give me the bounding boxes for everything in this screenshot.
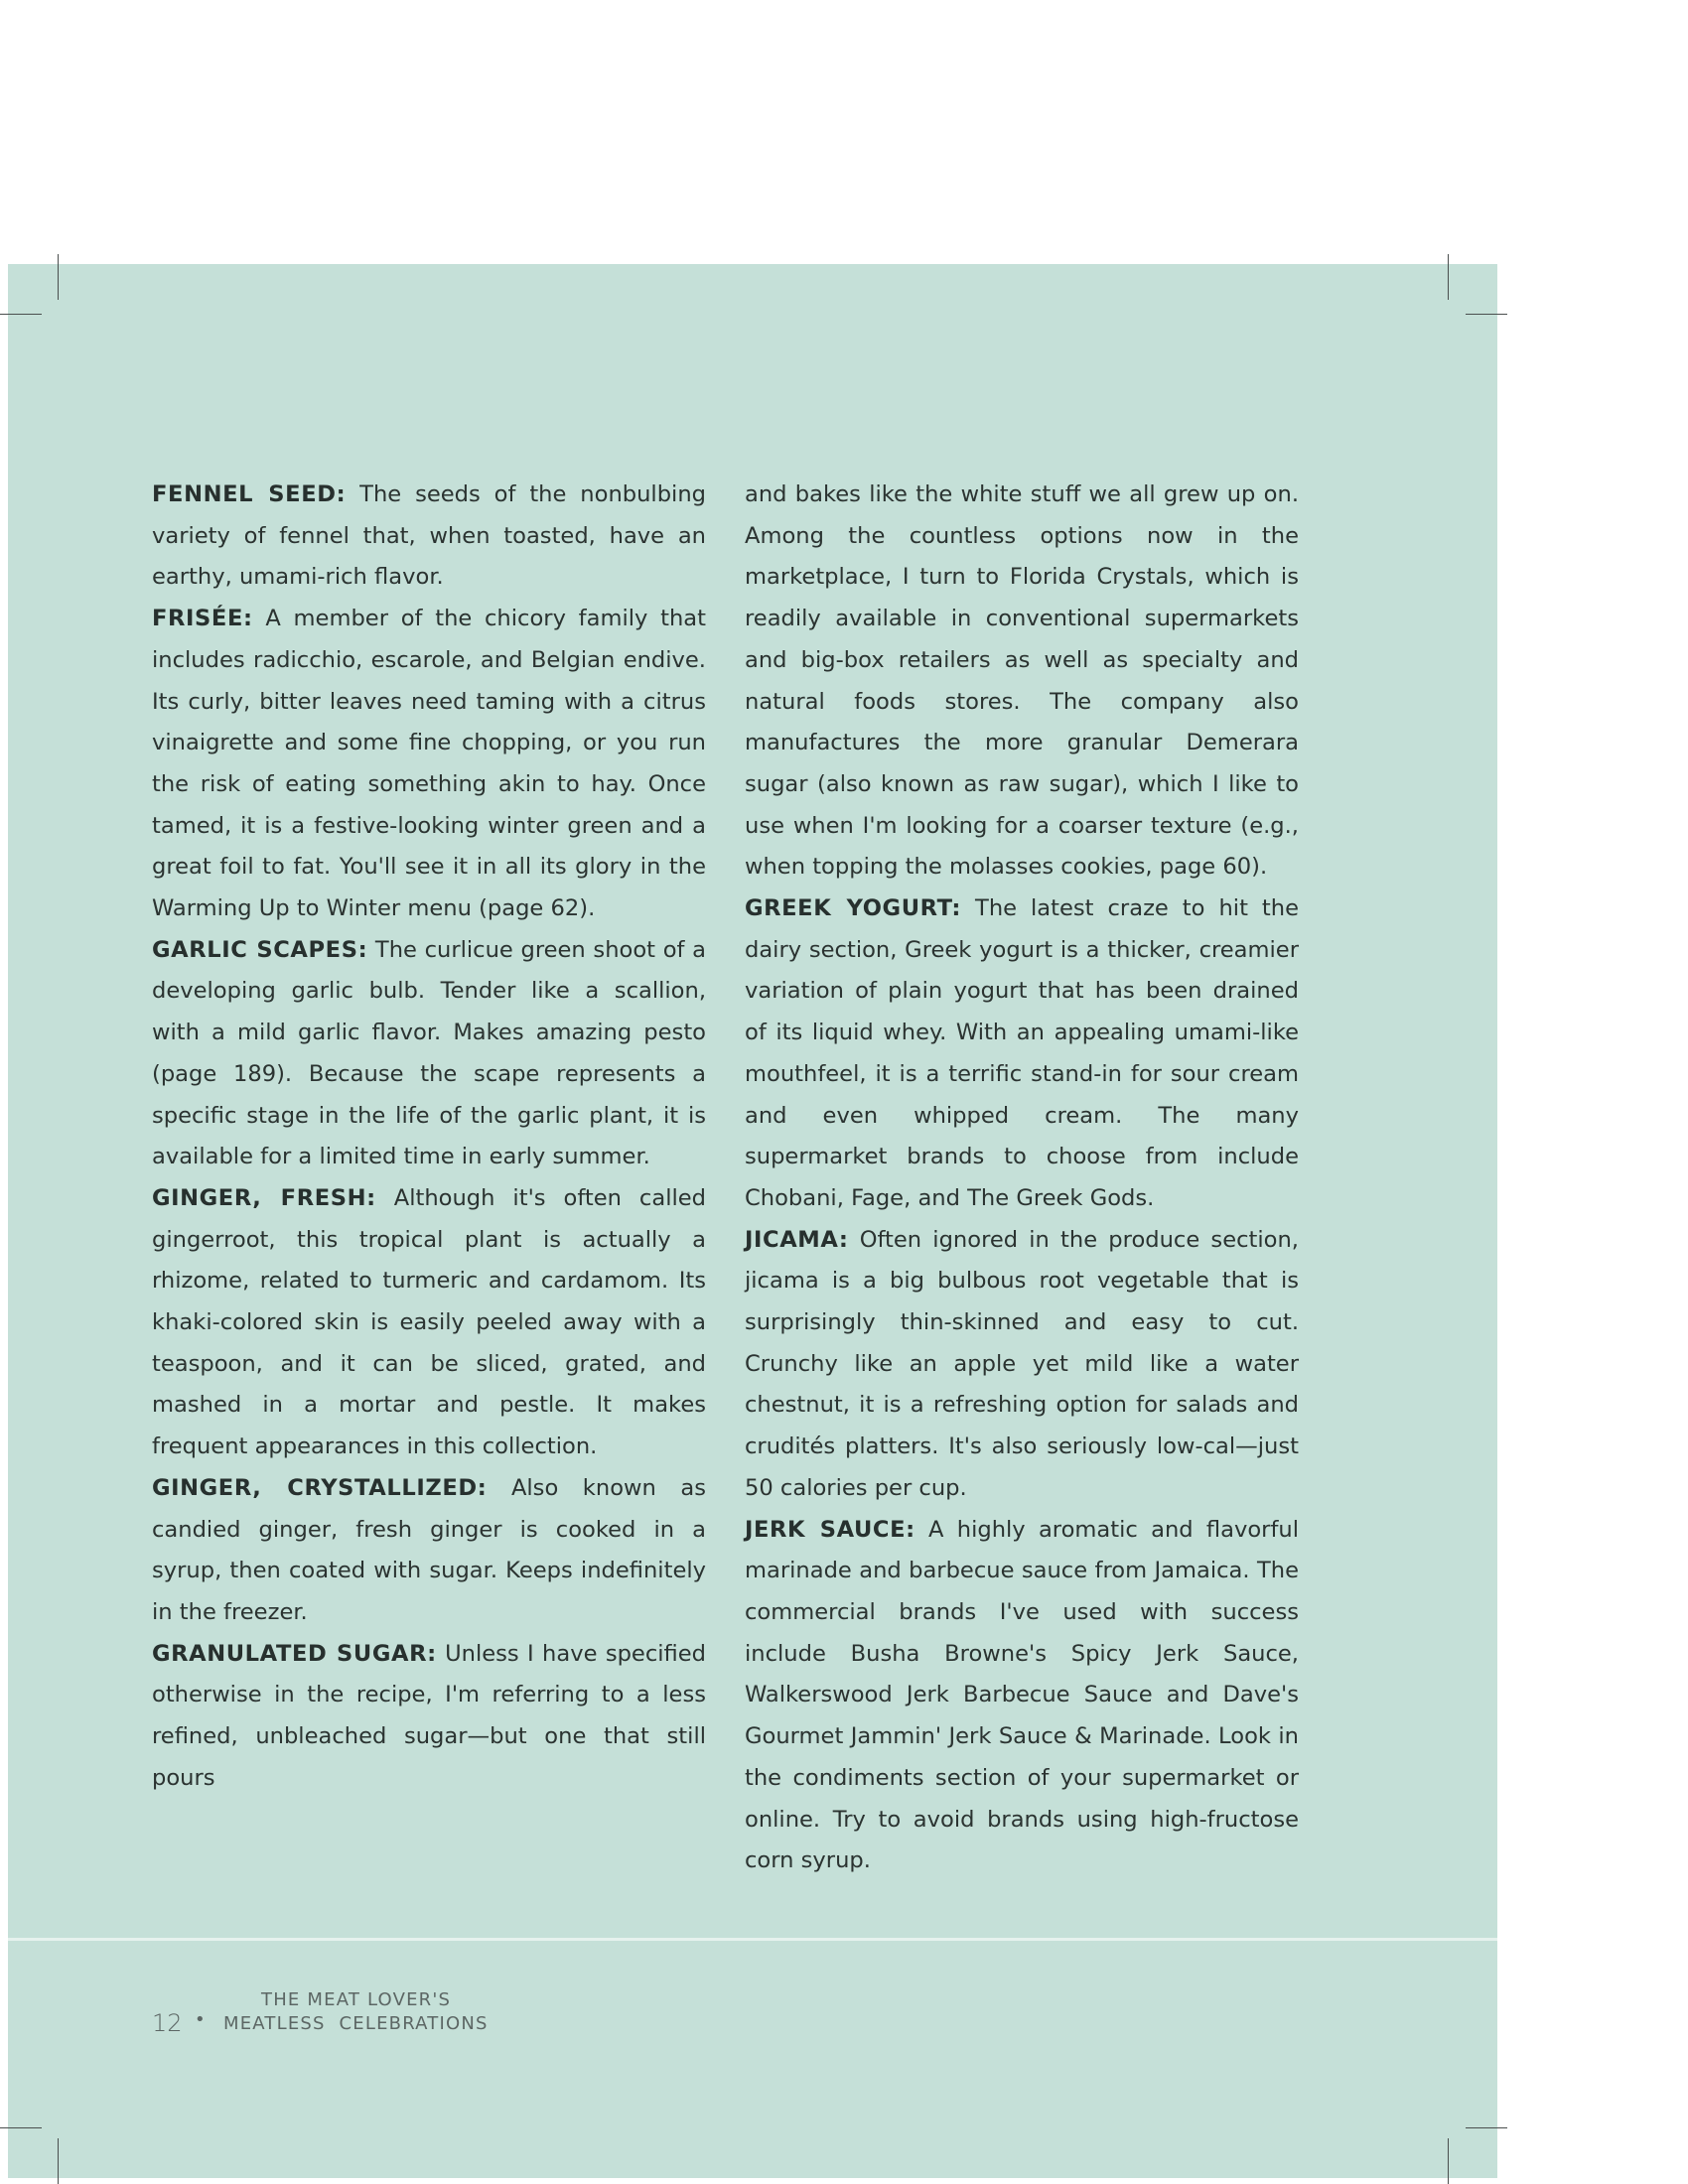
definition: The curlicue green shoot of a developing garlic bulb. Tender like a scallion, with a mild garlic flavor. Makes amazing pesto (page 189). Because the scape represents a specific stage in the life of the garlic plant, it is available for a limited time in early summer. bbox=[152, 936, 706, 1170]
definition: Unless I have specified otherwise in the recipe, I'm referring to a less refined, unbleached sugar—but one that still pours bbox=[152, 1640, 706, 1791]
term: JICAMA: bbox=[745, 1226, 849, 1253]
definition: The seeds of the nonbulbing variety of fennel that, when toasted, have an earthy, umami-rich flavor. bbox=[152, 481, 706, 591]
term: GREEK YOGURT: bbox=[745, 895, 962, 922]
left-column bbox=[152, 475, 706, 1800]
definition: Also known as candied ginger, fresh ginger is cooked in a syrup, then coated with sugar. Keeps indefinitely in the freezer. bbox=[152, 1474, 706, 1625]
definition: The latest craze to hit the dairy section, Greek yogurt is a thicker, creamier variation of plain yogurt that has been drained of its liquid whey. With an appealing umami-like mouthfeel, it is a terrific stand-in for sour cream and even whipped cream. The many supermarket brands to choose from include Chobani, Fage, and The Greek Gods. bbox=[745, 895, 1299, 1211]
glossary-entry-ginger-crystallized bbox=[152, 1468, 706, 1634]
right-column bbox=[745, 475, 1299, 1882]
glossary-entry-granulated-sugar-continued bbox=[745, 475, 1299, 888]
crop-mark-top-right-h bbox=[1466, 314, 1507, 315]
glossary-entry-fennel-seed bbox=[152, 475, 706, 599]
term: GRANULATED SUGAR: bbox=[152, 1640, 437, 1667]
definition: A highly aromatic and flavorful marinade and barbecue sauce from Jamaica. The commercial brands I've used with success include Busha Browne's Spicy Jerk Sauce, Walkerswood Jerk Barbecue Sauce and Dave's Gourmet Jammin' Jerk Sauce & Marinade. Look in the condiments section of your supermarket or online. Try to avoid brands using high-fructose corn syrup. bbox=[745, 1516, 1299, 1874]
definition: A member of the chicory family that includes radicchio, escarole, and Belgian endive. Its curly, bitter leaves need taming with a citrus vinaigrette and some fine chopping, or you run the risk of eating something akin to hay. Once tamed, it is a festive-looking winter green and a great foil to fat. You'll see it in all its glory in the Warming Up to Winter menu (page 62). bbox=[152, 606, 706, 922]
term: GINGER, CRYSTALLIZED: bbox=[152, 1474, 488, 1501]
crop-mark-top-left-v bbox=[58, 254, 59, 300]
glossary-entry-garlic-scapes bbox=[152, 930, 706, 1178]
crop-mark-bottom-left-h bbox=[0, 2127, 42, 2128]
definition: Often ignored in the produce section, jicama is a big bulbous root vegetable that is surprisingly thin-skinned and easy to cut. Crunchy like an apple yet mild like a water chestnut, it is a refreshing option for salads and crudités platters. It's also seriously low-cal—just 50 calories per cup. bbox=[745, 1226, 1299, 1501]
term: FENNEL SEED: bbox=[152, 481, 347, 507]
footer-divider bbox=[8, 1938, 1497, 1941]
term: JERK SAUCE: bbox=[745, 1516, 915, 1543]
glossary-entry-granulated-sugar bbox=[152, 1634, 706, 1800]
book-title-line-2: MEATLESS CELEBRATIONS bbox=[223, 2013, 489, 2034]
glossary-entry-greek-yogurt bbox=[745, 888, 1299, 1220]
crop-mark-bottom-left-v bbox=[58, 2138, 59, 2184]
crop-mark-top-left-h bbox=[0, 314, 42, 315]
glossary-entry-ginger-fresh bbox=[152, 1178, 706, 1468]
crop-mark-bottom-right-v bbox=[1448, 2138, 1449, 2184]
bullet-separator: • bbox=[195, 2009, 206, 2030]
crop-mark-top-right-v bbox=[1448, 254, 1449, 300]
glossary-entry-jerk-sauce bbox=[745, 1510, 1299, 1882]
crop-mark-bottom-right-h bbox=[1466, 2127, 1507, 2128]
term: FRISÉE: bbox=[152, 606, 253, 632]
glossary-entry-frisee bbox=[152, 599, 706, 930]
glossary-entry-jicama bbox=[745, 1220, 1299, 1510]
term: GARLIC SCAPES: bbox=[152, 936, 368, 963]
page-number: 12 bbox=[152, 2009, 183, 2037]
definition: and bakes like the white stuff we all grew up on. Among the countless options now in the marketplace, I turn to Florida Crystals, which is readily available in conventional supermarkets and big-box retailers as well as specialty and natural foods stores. The company also manufactures the more granular Demerara sugar (also known as raw sugar), which I like to use when I'm looking for a coarser texture (e.g., when topping the molasses cookies, page 60). bbox=[745, 481, 1299, 881]
definition: Although it's often called gingerroot, this tropical plant is actually a rhizome, related to turmeric and cardamom. Its khaki-colored skin is easily peeled away with a teaspoon, and it can be sliced, grated, and mashed in a mortar and pestle. It makes frequent appearances in this collection. bbox=[152, 1184, 706, 1460]
term: GINGER, FRESH: bbox=[152, 1184, 376, 1211]
book-title-line-1: THE MEAT LOVER'S bbox=[261, 1989, 452, 2010]
